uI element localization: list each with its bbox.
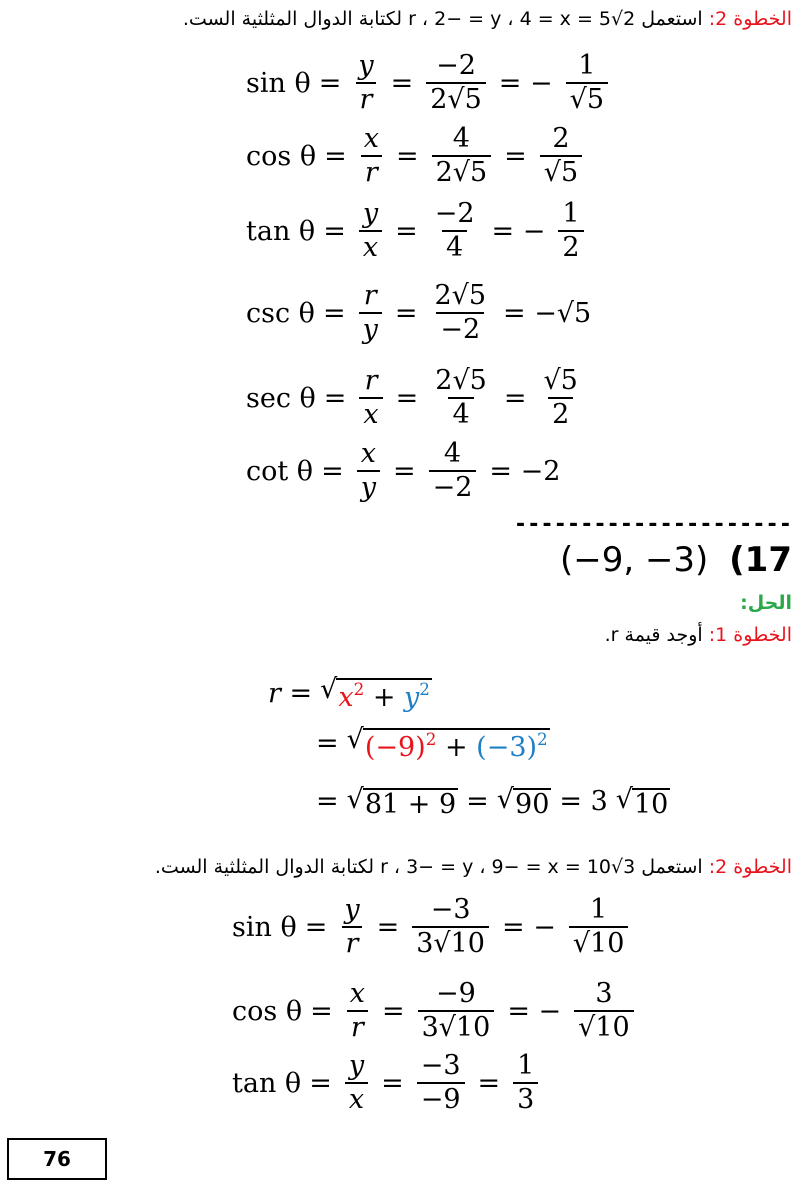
result-part: = − bbox=[491, 215, 546, 247]
result-part: = bbox=[504, 140, 527, 172]
result-fraction bbox=[566, 52, 608, 115]
denominator: 2 bbox=[548, 397, 573, 429]
equals-sign: = bbox=[376, 911, 400, 943]
denominator: −2 bbox=[436, 312, 484, 344]
substituted-fraction bbox=[418, 980, 495, 1043]
equals-sign: = bbox=[323, 382, 347, 414]
equals-sign: = bbox=[322, 297, 346, 329]
function-name: cos θ bbox=[232, 995, 303, 1027]
denominator: √10 bbox=[574, 1010, 634, 1042]
substituted-fraction bbox=[412, 896, 489, 959]
result-fraction bbox=[539, 367, 581, 430]
step-label: الخطوة 2: bbox=[708, 856, 792, 878]
separator-dashes: --------------------- bbox=[513, 512, 792, 537]
denominator: 2 bbox=[558, 230, 583, 262]
cos-equation bbox=[232, 980, 639, 1043]
result-part: = bbox=[477, 1067, 501, 1099]
denominator: −9 bbox=[417, 1082, 465, 1114]
definition-fraction bbox=[354, 52, 377, 115]
numerator: x bbox=[349, 978, 365, 1009]
result-fraction bbox=[558, 200, 583, 263]
substituted-fraction bbox=[430, 282, 490, 345]
function-name: cot θ bbox=[246, 455, 314, 487]
result-part: = −√5 bbox=[503, 297, 592, 329]
equals-sign: = bbox=[392, 455, 416, 487]
substituted-fraction bbox=[417, 1052, 465, 1115]
page-number-box bbox=[7, 1138, 107, 1180]
equals-sign: = bbox=[310, 995, 333, 1027]
numerator: 2√5 bbox=[434, 280, 487, 311]
result-part: = bbox=[503, 382, 527, 414]
numerator: √5 bbox=[543, 365, 578, 396]
equals-sign: = bbox=[318, 67, 342, 99]
denominator: y bbox=[357, 470, 380, 502]
result-fraction bbox=[540, 125, 582, 188]
denominator: 3√10 bbox=[412, 926, 489, 958]
substituted-fraction bbox=[429, 440, 477, 503]
function-name: cos θ bbox=[246, 140, 317, 172]
equals-sign: = bbox=[381, 1067, 404, 1099]
numerator: 3 bbox=[595, 978, 613, 1009]
numerator: r bbox=[363, 280, 377, 311]
denominator: 4 bbox=[442, 230, 467, 262]
tan-equation bbox=[246, 200, 589, 263]
cos-equation bbox=[246, 125, 587, 188]
definition-fraction bbox=[359, 200, 382, 263]
numerator: r bbox=[364, 365, 378, 396]
denominator: r bbox=[356, 82, 377, 114]
equals-sign: = bbox=[394, 297, 418, 329]
problem-number: (17 bbox=[729, 540, 792, 580]
definition-fraction bbox=[340, 896, 363, 959]
numerator: 2 bbox=[552, 123, 570, 154]
definition-fraction bbox=[346, 980, 369, 1043]
sqrt-expression: √ $x^2 + y^2$ bbox=[320, 674, 430, 713]
equals-sign: = bbox=[390, 67, 414, 99]
step-text: استعمل 3√10 = r ، 3− = y ، 9− = x لكتابة الدوال المثلثية الست. bbox=[154, 856, 703, 878]
numerator: y bbox=[348, 1050, 365, 1081]
step-label: الخطوة 2: bbox=[708, 8, 792, 30]
function-name: tan θ bbox=[246, 215, 316, 247]
page-number: 76 bbox=[43, 1147, 71, 1171]
step-1-instruction bbox=[605, 624, 792, 646]
equals-sign: = bbox=[381, 995, 405, 1027]
numerator: 4 bbox=[452, 123, 470, 154]
equals-sign: = bbox=[309, 1067, 332, 1099]
r-formula-line2: = √ $(-9)^2 + (-3)^2$ bbox=[316, 724, 548, 763]
result-fraction bbox=[574, 980, 634, 1043]
denominator: r bbox=[361, 155, 382, 187]
substituted-fraction bbox=[431, 200, 479, 263]
numerator: x bbox=[363, 123, 379, 154]
denominator: 2√5 bbox=[426, 82, 486, 114]
result-part: = − bbox=[498, 67, 553, 99]
result-fraction bbox=[569, 896, 629, 959]
denominator: y bbox=[359, 312, 382, 344]
numerator: y bbox=[358, 50, 374, 81]
denominator: x bbox=[345, 1082, 368, 1114]
equals-sign: = bbox=[395, 215, 418, 247]
denominator: r bbox=[342, 926, 363, 958]
denominator: x bbox=[359, 230, 382, 262]
numerator: −3 bbox=[430, 894, 471, 925]
step-text: أوجد قيمة r. bbox=[604, 624, 703, 646]
definition-fraction bbox=[359, 282, 382, 345]
sqrt-expression: √ $(-9)^2 + (-3)^2$ bbox=[346, 724, 548, 763]
cot-equation bbox=[246, 440, 568, 503]
numerator: 1 bbox=[590, 894, 608, 925]
denominator: √5 bbox=[540, 155, 582, 187]
substituted-fraction bbox=[431, 367, 491, 430]
equals-sign: = bbox=[395, 382, 419, 414]
sec-equation bbox=[246, 367, 587, 430]
sin-equation bbox=[232, 896, 633, 959]
definition-fraction bbox=[359, 367, 382, 430]
denominator: r bbox=[347, 1010, 368, 1042]
function-name: tan θ bbox=[232, 1067, 302, 1099]
step-label: الخطوة 1: bbox=[708, 624, 792, 646]
substituted-fraction bbox=[426, 52, 486, 115]
denominator: 2√5 bbox=[432, 155, 492, 187]
denominator: x bbox=[359, 397, 382, 429]
step-text: استعمل 2√5 = r ، 2− = y ، 4 = x لكتابة الدوال المثلثية الست. bbox=[182, 8, 703, 30]
step-2-instruction bbox=[183, 8, 792, 30]
problem-point: (−9, −3) bbox=[559, 540, 709, 580]
denominator: √5 bbox=[566, 82, 608, 114]
numerator: 1 bbox=[578, 50, 596, 81]
substituted-fraction bbox=[432, 125, 492, 188]
numerator: −3 bbox=[420, 1050, 461, 1081]
problem-17-heading bbox=[560, 540, 792, 580]
function-name: csc θ bbox=[246, 297, 315, 329]
denominator: 3 bbox=[513, 1082, 538, 1114]
result-part: = − bbox=[507, 995, 562, 1027]
numerator: −9 bbox=[436, 978, 476, 1009]
numerator: 2√5 bbox=[435, 365, 487, 396]
equals-sign: = bbox=[304, 911, 328, 943]
function-name: sin θ bbox=[232, 911, 297, 943]
sin-equation bbox=[246, 52, 613, 115]
equals-sign: = bbox=[324, 140, 347, 172]
denominator: √10 bbox=[569, 926, 629, 958]
numerator: 1 bbox=[562, 198, 580, 229]
denominator: 4 bbox=[448, 397, 473, 429]
denominator: 3√10 bbox=[418, 1010, 495, 1042]
r-formula-line3: = √ 81 + 9 = √ 90 = 3 √ 10 bbox=[316, 784, 669, 820]
numerator: y bbox=[362, 198, 379, 229]
equals-sign: = bbox=[321, 455, 344, 487]
definition-fraction bbox=[357, 440, 380, 503]
r-formula-line1: r = √ $x^2 + y^2$ bbox=[268, 674, 430, 713]
numerator: 1 bbox=[517, 1050, 535, 1081]
denominator: −2 bbox=[429, 470, 477, 502]
step-2-instruction-second bbox=[155, 856, 792, 878]
definition-fraction bbox=[345, 1052, 368, 1115]
equals-sign: = bbox=[323, 215, 346, 247]
tan-equation bbox=[232, 1052, 543, 1115]
numerator: y bbox=[344, 894, 360, 925]
numerator: x bbox=[360, 438, 376, 469]
result-fraction bbox=[513, 1052, 538, 1115]
solution-label: الحل: bbox=[740, 592, 792, 614]
csc-equation bbox=[246, 282, 599, 345]
equals-sign: = bbox=[395, 140, 419, 172]
result-part: = −2 bbox=[489, 455, 561, 487]
function-name: sin θ bbox=[246, 67, 311, 99]
definition-fraction bbox=[360, 125, 383, 188]
numerator: −2 bbox=[434, 198, 475, 229]
function-name: sec θ bbox=[246, 382, 316, 414]
result-part: = − bbox=[501, 911, 556, 943]
numerator: 4 bbox=[443, 438, 462, 469]
numerator: −2 bbox=[436, 50, 476, 81]
